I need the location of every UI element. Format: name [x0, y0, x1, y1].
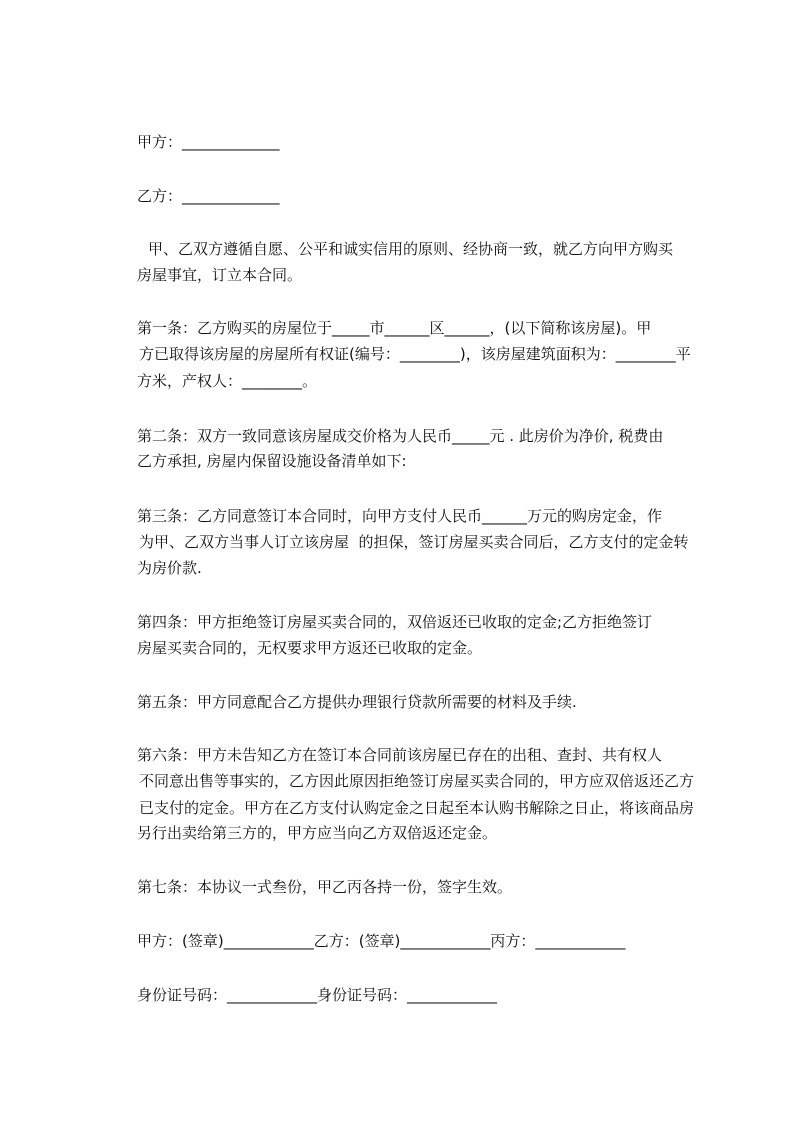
article3-line-2: 为甲、乙双方当事人订立该房屋 的担保，签订房屋买卖合同后，乙方支付的定金转: [139, 533, 689, 551]
article6-line-1: 第六条：甲方未告知乙方在签订本合同前该房屋已存在的出租、查封、共有权人: [137, 746, 663, 764]
intro-line-1: 甲、乙双方遵循自愿、公平和诚实信用的原则、经协商一致，就乙方向甲方购买: [148, 240, 674, 258]
party-a-line: 甲方：_____________: [137, 133, 280, 151]
article3-line-1: 第三条：乙方同意签订本合同时，向甲方支付人民币______万元的购房定金，作: [137, 507, 663, 525]
article1-line-3: 方米，产权人：________。: [137, 372, 318, 390]
id-number-line: 身份证号码：____________身份证号码：____________: [137, 986, 498, 1004]
article6-line-4: 另行出卖给第三方的，甲方应当向乙方双倍返还定金。: [137, 824, 498, 842]
article7-line-1: 第七条：本协议一式叁份，甲乙丙各持一份，签字生效。: [137, 878, 513, 896]
article6-line-2: 不同意出售等事实的，乙方因此原因拒绝签订房屋买卖合同的，甲方应双倍返还乙方: [139, 772, 695, 790]
intro-line-2: 房屋事宜，订立本合同。: [137, 266, 303, 284]
article3-line-3: 为房价款.: [137, 559, 202, 577]
article2-line-2: 乙方承担, 房屋内保留设施设备清单如下:: [137, 452, 407, 470]
article2-line-1: 第二条：双方一致同意该房屋成交价格为人民币_____元 . 此房价为净价, 税费由: [137, 427, 664, 445]
article1-line-2: 方已取得该房屋的房屋所有权证(编号：________)，该房屋建筑面积为：________平: [139, 345, 691, 363]
article5-line-1: 第五条：甲方同意配合乙方提供办理银行贷款所需要的材料及手续.: [137, 693, 577, 711]
article1-line-1: 第一条：乙方购买的房屋位于_____市______区______，(以下简称该房屋)。甲: [137, 319, 652, 337]
signature-line: 甲方：(签章)____________乙方：(签章)____________丙方：____________: [137, 932, 626, 950]
article4-line-2: 房屋买卖合同的，无权要求甲方返还已收取的定金。: [137, 639, 483, 657]
article6-line-3: 已支付的定金。甲方在乙方支付认购定金之日起至本认购书解除之日止，将该商品房: [139, 799, 695, 817]
party-b-line: 乙方：_____________: [137, 187, 280, 205]
article4-line-1: 第四条：甲方拒绝签订房屋买卖合同的，双倍返还已收取的定金;乙方拒绝签订: [137, 613, 653, 631]
